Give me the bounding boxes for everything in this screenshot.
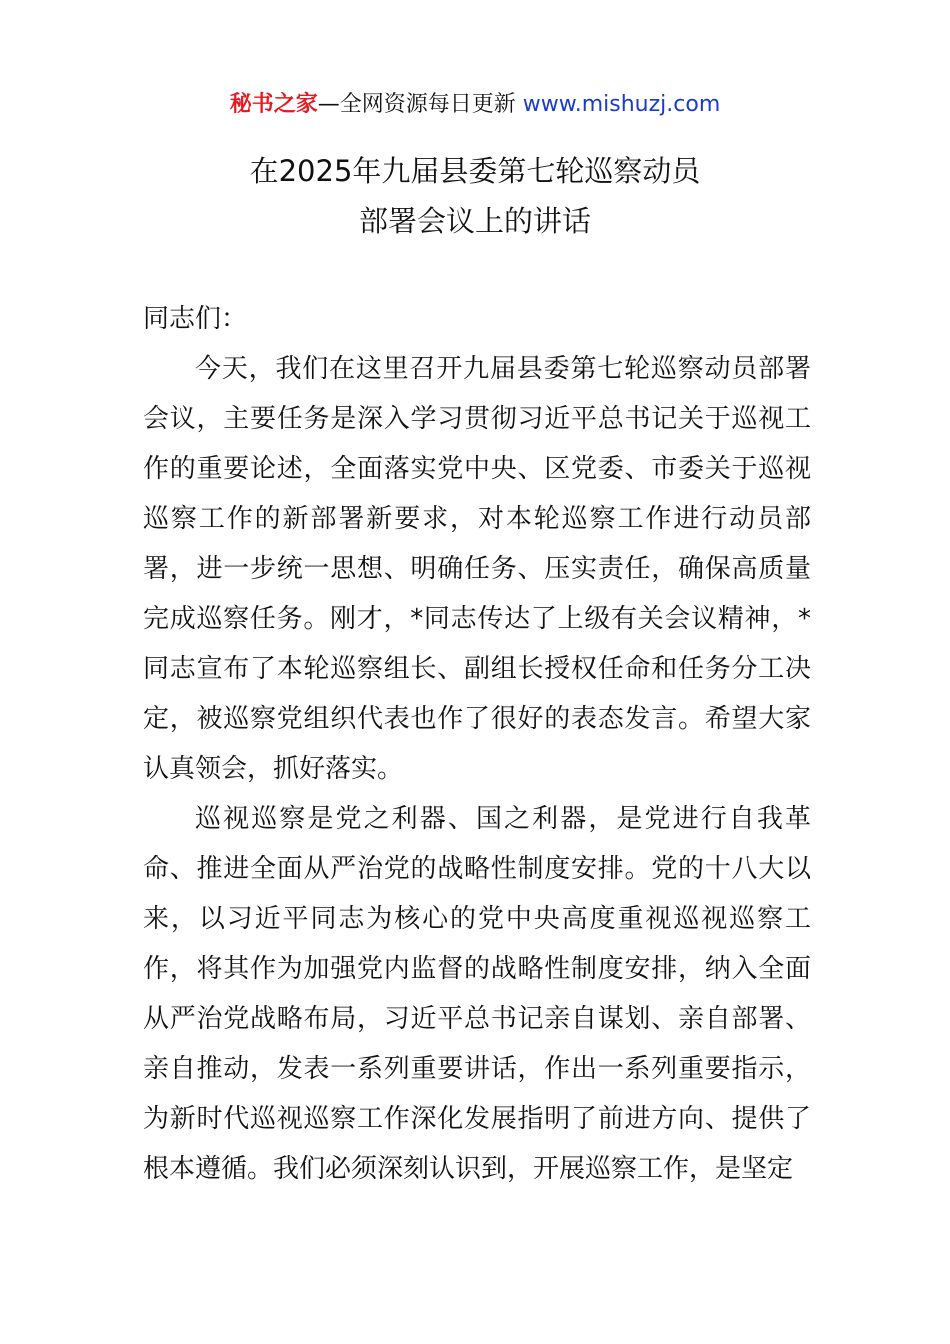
paragraph-2: 巡视巡察是党之利器、国之利器，是党进行自我革命、推进全面从严治党的战略性制度安排。党的十八大以来，以习近平同志为核心的党中央高度重视巡视巡察工作，将其作为加强党内监督的战略性制度安排，纳入全面从严治党战略布局，习近平总书记亲自谋划、亲自部署、亲自推动，发表一系列重要讲话，作出一系列重要指示，为新时代巡视巡察工作深化发展指明了前进方向、提供了根本遵循。我们必须深刻认识到，开展巡察工作，是坚定 <box>143 804 811 1184</box>
site-tagline: —全网资源每日更新 <box>317 92 516 117</box>
site-header <box>0 88 950 122</box>
site-url-link[interactable]: www.mishuzj.com <box>522 92 721 117</box>
document-body <box>143 294 811 1194</box>
paragraph-1: 今天，我们在这里召开九届县委第七轮巡察动员部署会议，主要任务是深入学习贯彻习近平总书记关于巡视工作的重要论述，全面落实党中央、区党委、市委关于巡视巡察工作的新部署新要求，对本轮巡察工作进行动员部署，进一步统一思想、明确任务、压实责任，确保高质量完成巡察任务。刚才，*同志传达了上级有关会议精神，*同志宣布了本轮巡察组长、副组长授权任命和任务分工决定，被巡察党组织代表也作了很好的表态发言。希望大家认真领会，抓好落实。 <box>143 354 811 784</box>
salutation: 同志们： <box>143 304 248 334</box>
title-line-2: 部署会议上的讲话 <box>358 204 591 238</box>
title-line-1: 在2025年九届县委第七轮巡察动员 <box>249 154 701 188</box>
document-title <box>0 146 950 246</box>
brand-name: 秘书之家 <box>229 92 318 117</box>
